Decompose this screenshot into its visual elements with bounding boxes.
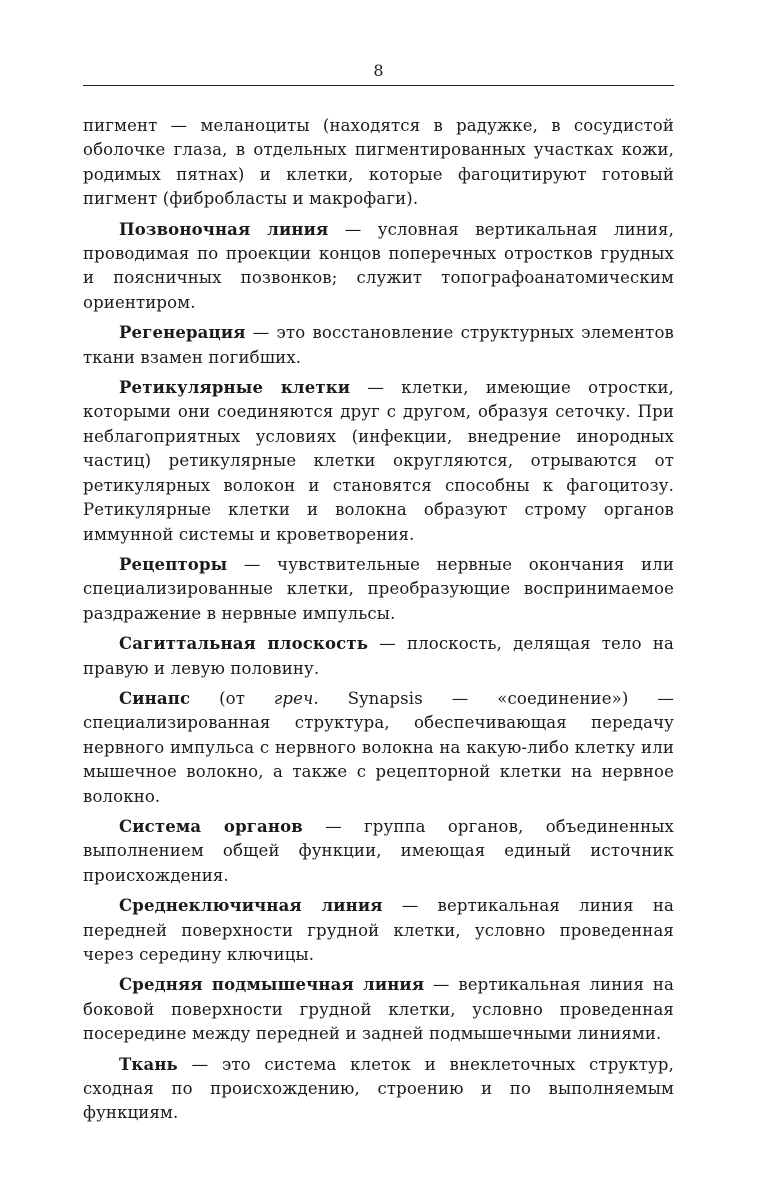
entry-term: Ретикулярные клетки (119, 378, 351, 398)
entry-srednyaya-podmyshechnaya-liniya (83, 973, 674, 1046)
entry-term: Позвоночная линия (119, 219, 329, 239)
entry-retikulyarnye-kletki (83, 376, 674, 547)
entry-sistema-organov (83, 815, 674, 888)
header-rule (83, 85, 674, 86)
entry-italic: греч. (273, 688, 319, 708)
entry-text: — это восстановление структурных элементов ткани взамен погибших. (83, 323, 674, 367)
entry-text-before: (от (190, 688, 274, 708)
entry-term: Среднеключичная линия (119, 896, 383, 916)
entry-term: Регенерация (119, 323, 246, 343)
entry-continuation (83, 114, 674, 212)
entry-term: Синапс (119, 688, 191, 708)
entry-term: Сагиттальная плоскость (119, 634, 369, 654)
entry-term: Средняя подмышечная линия (119, 975, 425, 995)
entry-srednekluchichnaya-liniya (83, 894, 674, 967)
entry-text: — группа органов, объединенных выполнением общей функции, имеющая единый источник происхождения. (83, 816, 674, 885)
entry-text: — вертикальная линия на боковой поверхности грудной клетки, условно проведенная посередине между передней и задней подмышечными линиями. (83, 975, 674, 1044)
entry-text: — это система клеток и внеклеточных структур, сходная по происхождению, строению и по выполняемым функциям. (83, 1054, 674, 1123)
entry-term: Система органов (119, 816, 303, 836)
page-body (83, 114, 674, 1132)
entry-retseptory (83, 553, 674, 626)
entry-sinaps (83, 687, 674, 809)
entry-sagittalnaya-ploskost (83, 632, 674, 681)
entry-regeneratsiya (83, 321, 674, 370)
entry-term: Ткань (119, 1054, 178, 1074)
entry-text: — чувствительные нервные окончания или специализированные клетки, преобразующие воспринимаемое раздражение в нервные импульсы. (83, 554, 674, 623)
page-number: 8 (373, 61, 384, 80)
entry-tkan (83, 1053, 674, 1126)
entry-pozvonochnaya-liniya (83, 218, 674, 316)
entry-text: Synapsis — «соединение») — специализированная структура, обеспечивающая передачу нервного импульса с нервного волокна на какую-либо клетку или мышечное волокно, а также с рецепторной клетки на нервное волокно. (83, 688, 674, 806)
entry-text: — вертикальная линия на передней поверхности грудной клетки, условно проведенная через середину ключицы. (83, 896, 675, 964)
entry-text: пигмент — меланоциты (находятся в радужке, в сосудистой оболочке глаза, в отдельных пигментированных участках кожи, родимых пятнах) и клетки, которые фагоцитируют готовый пигмент (фибробласты и макрофаги). (83, 116, 674, 209)
entry-text: — клетки, имеющие отростки, которыми они соединяются друг с другом, образуя сеточку. При неблагоприятных условиях (инфекции, внедрение инородных частиц) ретикулярные клетки округляются, отрываются от ретикулярных волокон и становятся способны к фагоцитозу. Ретикулярные клетки и волокна образуют строму органов иммунной системы и кроветворения. (83, 378, 675, 544)
entry-text: — плоскость, делящая тело на правую и левую половину. (83, 634, 674, 678)
entry-term: Рецепторы (119, 554, 228, 574)
entry-text: — условная вертикальная линия, проводимая по проекции концов поперечных отростков грудных и поясничных позвонков; служит топографоанатомическим ориентиром. (83, 219, 675, 312)
